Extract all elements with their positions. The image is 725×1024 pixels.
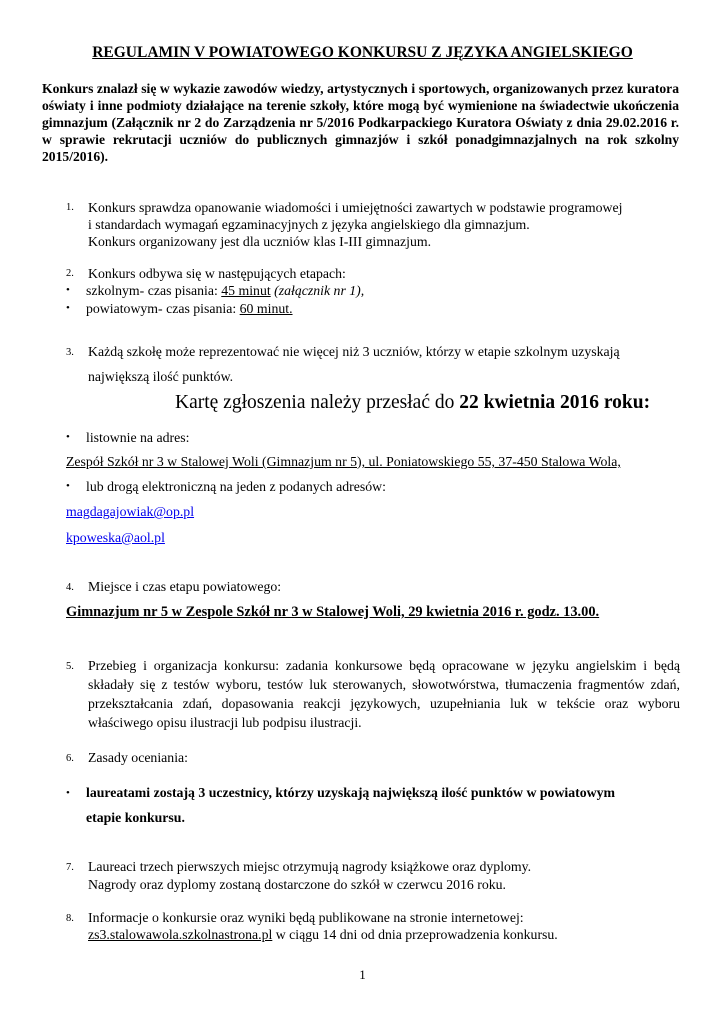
section-2-bullet-2 [86, 300, 293, 317]
section-5-text: Przebieg i organizacja konkursu: zadania konkursowe będą opracowane w języku angielskim i będą składały się z testów wyboru, testów luk sterowanych, słowotwórstwa, tłumaczenia fragmentów zdań, przekształcania zdań, dopasowania reakcji językowych, uzupełniania luk w tekście oraz wyboru właściwego opisu ilustracji lub podpisu ilustracji. [88, 658, 680, 730]
section-5-number: 5. [66, 661, 74, 672]
county-stage-venue: Gimnazjum nr 5 w Zespole Szkół nr 3 w Stalowej Woli, 29 kwietnia 2016 r. godz. 13.00. [66, 604, 600, 620]
bullet-icon: • [66, 431, 70, 443]
section-2-line-1: Konkurs odbywa się w następujących etapach: [88, 266, 346, 281]
section-3-line-2: największą ilość punktów. [88, 369, 234, 384]
section-1-line-2: i standardach wymagań egzaminacyjnych z języka angielskiego dla gimnazjum. [88, 217, 530, 232]
stage-school-label: szkolnym- czas pisania: [86, 283, 222, 298]
document-title: REGULAMIN V POWIATOWEGO KONKURSU Z JĘZYKA ANGIELSKIEGO [92, 44, 633, 61]
stage-county-time: 60 minut. [239, 301, 293, 316]
section-2-number: 2. [66, 268, 74, 279]
section-4-line-1: Miejsce i czas etapu powiatowego: [88, 579, 282, 594]
stage-county-label: powiatowym- czas pisania: [86, 301, 240, 316]
bullet-icon: • [66, 302, 70, 314]
deadline-heading-text: Kartę zgłoszenia należy przesłać do [175, 392, 460, 413]
section-1-line-3: Konkurs organizowany jest dla uczniów klas I-III gimnazjum. [88, 234, 432, 249]
stage-school-time: 45 minut [221, 283, 271, 298]
section-8-line-2-rest: w ciągu 14 dni od dnia przeprowadzenia konkursu. [272, 927, 558, 942]
email-option: lub drogą elektroniczną na jeden z podanych adresów: [86, 479, 386, 494]
postal-option: listownie na adres: [86, 430, 190, 445]
email-link-1[interactable]: magdagajowiak@op.pl [66, 504, 195, 519]
section-7-line-1: Laureaci trzech pierwszych miejsc otrzymują nagrody książkowe oraz dyplomy. [88, 859, 532, 874]
section-6-line-1: Zasady oceniania: [88, 750, 188, 765]
section-6-bullet-line-1: laureatami zostają 3 uczestnicy, którzy uzyskają największą ilość punktów w powiatowym [86, 785, 615, 800]
section-7-line-2: Nagrody oraz dyplomy zostaną dostarczone do szkół w czerwcu 2016 roku. [88, 877, 506, 892]
section-7-number: 7. [66, 862, 74, 873]
section-6-number: 6. [66, 753, 74, 764]
section-8-line-2 [88, 926, 558, 943]
section-8-number: 8. [66, 913, 74, 924]
email-link-2[interactable]: kpoweska@aol.pl [66, 530, 165, 545]
section-3-number: 3. [66, 347, 74, 358]
submission-deadline-heading [175, 392, 650, 414]
bullet-icon: • [66, 284, 70, 296]
page-number: 1 [359, 967, 366, 982]
section-1-number: 1. [66, 202, 74, 213]
section-8-line-1: Informacje o konkursie oraz wyniki będą publikowane na stronie internetowej: [88, 910, 524, 925]
deadline-date: 22 kwietnia 2016 roku: [459, 392, 651, 413]
stage-school-note: (załącznik nr 1), [270, 283, 365, 298]
section-1-line-1: Konkurs sprawdza opanowanie wiadomości i umiejętności zawartych w podstawie programowej [88, 200, 623, 215]
postal-address: Zespół Szkół nr 3 w Stalowej Woli (Gimnazjum nr 5), ul. Poniatowskiego 55, 37-450 Stalowa Wola, [66, 454, 621, 469]
bullet-icon: • [66, 787, 70, 799]
intro-paragraph: Konkurs znalazł się w wykazie zawodów wiedzy, artystycznych i sportowych, organizowanych przez kuratora oświaty i inne podmioty działające na terenie szkoły, które mogą być wymienione na świadectwie ukończenia gimnazjum (Załącznik nr 2 do Zarządzenia nr 5/2016 Podkarpackiego Kuratora Oświaty z dnia 29.02.2016 r. w sprawie rekrutacji uczniów do publicznych gimnazjów i szkół ponadgimnazjalnych na rok szkolny 2015/2016). [42, 81, 679, 164]
bullet-icon: • [66, 480, 70, 492]
section-4-number: 4. [66, 582, 74, 593]
section-3-line-1: Każdą szkołę może reprezentować nie więcej niż 3 uczniów, którzy w etapie szkolnym uzyskają [88, 344, 620, 359]
website-link[interactable]: zs3.stalowawola.szkolnastrona.pl [88, 927, 273, 942]
section-6-bullet-line-2: etapie konkursu. [86, 810, 185, 825]
section-2-bullet-1 [86, 282, 364, 299]
